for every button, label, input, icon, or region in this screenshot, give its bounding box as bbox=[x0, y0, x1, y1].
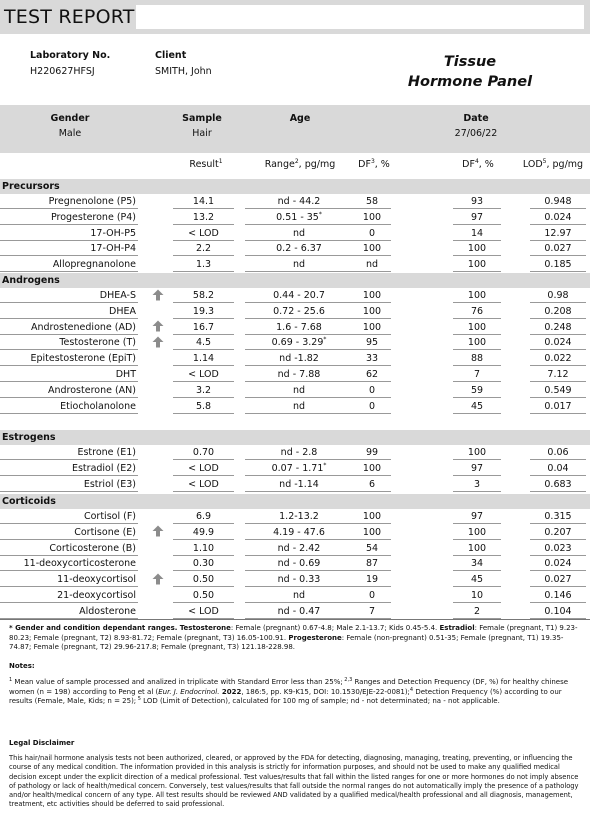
result-value: 58.2 bbox=[173, 288, 234, 303]
range-text: nd -1.14 bbox=[279, 478, 319, 490]
table-row bbox=[0, 351, 590, 366]
arrow-up-icon bbox=[150, 572, 165, 587]
lod-value: 12.97 bbox=[530, 226, 586, 241]
range-text: nd - 44.2 bbox=[277, 196, 321, 207]
result-value: 0.50 bbox=[173, 588, 234, 603]
range-footnote-mark: * bbox=[323, 461, 327, 469]
result-value: 4.5 bbox=[173, 335, 234, 350]
group-header: Precursors bbox=[0, 179, 590, 194]
gender-ranges-note: * Gender and condition dependant ranges. Testosterone: Female (pregnant) 0.67-4.8; Male 2.1-13.7; Kids 0.45-5.4. Estradiol: Female (pregnant, T1) 9.23-80.23; Female (pregnant, T2) 8.93-81.72; Female (pregnant, T3) 16.05-100.91. Progesterone: Female (non-pregnant) 0.51-35; Female (pregnant, T1) 19.35-74.87; Female (pregnant, T2) 29.96-217.8; Female (pregnant, T3) 121.18-228.98. bbox=[9, 624, 578, 652]
age-label: Age bbox=[289, 113, 311, 124]
df4-value: 3 bbox=[453, 477, 501, 492]
lod-value: 0.027 bbox=[530, 572, 586, 587]
result-value: 6.9 bbox=[173, 509, 234, 524]
lab-no-value: H220627HFSJ bbox=[30, 66, 95, 77]
lod-value: 0.185 bbox=[530, 257, 586, 272]
table-row bbox=[0, 509, 590, 524]
range-value bbox=[245, 588, 353, 603]
panel-title-line1: Tissue bbox=[443, 54, 497, 70]
range-value bbox=[245, 604, 353, 619]
df4-value: 100 bbox=[453, 335, 501, 350]
lod-value: 0.027 bbox=[530, 241, 586, 256]
result-value: < LOD bbox=[173, 367, 234, 382]
df3-value: 100 bbox=[353, 320, 391, 335]
arrow-up-icon bbox=[150, 320, 165, 335]
result-value: < LOD bbox=[173, 461, 234, 476]
result-value: 5.8 bbox=[173, 399, 234, 414]
range-value bbox=[245, 399, 353, 414]
df4-value: 34 bbox=[453, 556, 501, 571]
range-value bbox=[245, 461, 353, 476]
df4-value: 100 bbox=[453, 288, 501, 303]
df3-value: 62 bbox=[353, 367, 391, 382]
result-value: 14.1 bbox=[173, 194, 234, 209]
patient-info-band bbox=[0, 105, 590, 153]
range-value bbox=[245, 351, 353, 366]
table-row bbox=[0, 399, 590, 414]
range-value bbox=[245, 525, 353, 540]
range-text: nd bbox=[292, 400, 306, 412]
range-text: 0.69 - 3.29 bbox=[271, 337, 324, 349]
notes-text: $^1$ Mean value of sample processed and analized in triplicate with Standard Error less than 25%; $^{2,3}$ Ranges and Detection Frequency (DF, %) for healthy chinese women (n = 198) according to Peng et al (Eur. J. Endocrinol. 2022, 186:5, pp. K9-K15, DOI: 10.1530/EJE-22-0081);$^4$ Detection Frequency (%) according to our results (Female, Male, Kids; n = 25); $^5$ LOD (Limit of Detection), calculated for 100 mg of sample; nd - not determinated; na - not applicable. bbox=[9, 677, 569, 706]
analyte-name: Pregnenolone (P5) bbox=[0, 194, 138, 209]
result-value: 13.2 bbox=[173, 210, 234, 225]
col-header-result: Result$^1$ bbox=[189, 158, 223, 170]
analyte-name: DHT bbox=[0, 367, 138, 382]
result-value: 2.2 bbox=[173, 241, 234, 256]
range-value bbox=[245, 335, 353, 350]
table-row bbox=[0, 304, 590, 319]
df3-value: 0 bbox=[353, 399, 391, 414]
df3-value: 100 bbox=[353, 210, 391, 225]
table-row bbox=[0, 226, 590, 241]
lod-value: 0.208 bbox=[530, 304, 586, 319]
lod-value: 0.017 bbox=[530, 399, 586, 414]
col-header-df3: $DF^3$, % bbox=[358, 158, 390, 170]
range-value bbox=[245, 194, 353, 209]
range-value bbox=[245, 445, 353, 460]
result-value: 1.14 bbox=[173, 351, 234, 366]
date-value: 27/06/22 bbox=[454, 128, 498, 139]
date-label: Date bbox=[463, 113, 489, 124]
df4-value: 10 bbox=[453, 588, 501, 603]
lod-value: 0.683 bbox=[530, 477, 586, 492]
lod-value: 0.98 bbox=[530, 288, 586, 303]
df4-value: 7 bbox=[453, 367, 501, 382]
notes-heading: Notes: bbox=[9, 662, 35, 670]
analyte-name: 17-OH-P4 bbox=[0, 241, 138, 256]
range-text: nd -1.82 bbox=[279, 353, 319, 365]
lod-value: 0.146 bbox=[530, 588, 586, 603]
disclaimer-text: This hair/nail hormone analysis tests not been authorized, cleared, or approved by the FDA for detecting, diagnosing, managing, treating, preventing, or influencing the course of any medical condition. The information provided in this analysis is strictly for information purposes, and should not be used to make any qualified medical decision except under the explicit direction of a medical professional. Test values/results that fall within the listed ranges for one or more hormones do not imply absence of pathology or lack of health/medical concern. Conversely, test values/results that fall outside the normal ranges do not automatically imply the presence of a pathology and/or health/medical concern of any type. All test results should be reviewed AND validated by a qualified medical/health professional and all diagnosis, management, treatment, etc activities should be deferred to said professional. bbox=[9, 754, 579, 809]
lod-value: 0.024 bbox=[530, 556, 586, 571]
table-row bbox=[0, 288, 590, 303]
table-row bbox=[0, 194, 590, 209]
range-text: nd - 7.88 bbox=[277, 369, 321, 380]
lod-value: 0.04 bbox=[530, 461, 586, 476]
arrow-up-icon bbox=[150, 335, 165, 350]
table-row bbox=[0, 461, 590, 476]
analyte-name: Corticosterone (B) bbox=[0, 541, 138, 556]
df3-value: 100 bbox=[353, 461, 391, 476]
footer-separator bbox=[0, 619, 590, 620]
table-row bbox=[0, 477, 590, 492]
range-text: nd - 2.8 bbox=[280, 447, 318, 458]
range-text: 0.07 - 1.71 bbox=[271, 462, 324, 474]
lod-value: 0.248 bbox=[530, 320, 586, 335]
lod-value: 0.207 bbox=[530, 525, 586, 540]
df3-value: 0 bbox=[353, 383, 391, 398]
group-header: Androgens bbox=[0, 273, 590, 288]
df4-value: 100 bbox=[453, 320, 501, 335]
analyte-name: Etiocholanolone bbox=[0, 399, 138, 414]
analyte-name: Cortisol (F) bbox=[0, 509, 138, 524]
range-value bbox=[245, 556, 353, 571]
lod-value: 0.024 bbox=[530, 335, 586, 350]
df3-value: 54 bbox=[353, 541, 391, 556]
df3-value: 95 bbox=[353, 335, 391, 350]
range-value bbox=[245, 320, 353, 335]
analyte-name: Progesterone (P4) bbox=[0, 210, 138, 225]
analyte-name: 11-deoxycorticosterone bbox=[0, 556, 138, 571]
range-value bbox=[245, 541, 353, 556]
result-value: < LOD bbox=[173, 477, 234, 492]
table-row bbox=[0, 210, 590, 225]
df3-value: 100 bbox=[353, 525, 391, 540]
range-value bbox=[245, 226, 353, 241]
result-value: 16.7 bbox=[173, 320, 234, 335]
df3-value: 0 bbox=[353, 226, 391, 241]
df4-value: 100 bbox=[453, 445, 501, 460]
analyte-name: Allopregnanolone bbox=[0, 257, 138, 272]
table-row bbox=[0, 525, 590, 540]
range-value bbox=[245, 383, 353, 398]
arrow-up-icon bbox=[150, 525, 165, 540]
table-row bbox=[0, 604, 590, 619]
gender-label: Gender bbox=[50, 113, 90, 124]
range-text: 4.19 - 47.6 bbox=[273, 526, 325, 538]
range-text: nd - 0.33 bbox=[277, 574, 321, 586]
table-row bbox=[0, 383, 590, 398]
df4-value: 2 bbox=[453, 604, 501, 619]
range-value bbox=[245, 572, 353, 587]
analyte-name: Testosterone (T) bbox=[0, 335, 138, 350]
result-value: 1.10 bbox=[173, 541, 234, 556]
df3-value: nd bbox=[353, 257, 391, 272]
analyte-name: Cortisone (E) bbox=[0, 525, 138, 540]
analyte-name: Estriol (E3) bbox=[0, 477, 138, 492]
analyte-name: Androstenedione (AD) bbox=[0, 320, 138, 335]
df4-value: 14 bbox=[453, 226, 501, 241]
range-value bbox=[245, 210, 353, 225]
df4-value: 100 bbox=[453, 241, 501, 256]
df3-value: 100 bbox=[353, 241, 391, 256]
range-text: nd - 0.69 bbox=[277, 558, 321, 570]
group-header: Corticoids bbox=[0, 494, 590, 509]
result-value: 0.30 bbox=[173, 556, 234, 571]
df4-value: 97 bbox=[453, 461, 501, 476]
analyte-name: Epitestosterone (EpiT) bbox=[0, 351, 138, 366]
range-text: 0.44 - 20.7 bbox=[273, 290, 325, 301]
lod-value: 0.948 bbox=[530, 194, 586, 209]
range-text: 1.2-13.2 bbox=[279, 511, 319, 522]
result-value: 0.70 bbox=[173, 445, 234, 460]
range-text: nd bbox=[292, 590, 306, 601]
df4-value: 88 bbox=[453, 351, 501, 366]
range-text: nd bbox=[292, 259, 306, 271]
range-text: nd - 0.47 bbox=[277, 605, 321, 617]
df3-value: 58 bbox=[353, 194, 391, 209]
sample-label: Sample bbox=[182, 113, 222, 124]
range-value bbox=[245, 367, 353, 382]
result-value: 1.3 bbox=[173, 257, 234, 272]
df3-value: 33 bbox=[353, 351, 391, 366]
result-value: < LOD bbox=[173, 604, 234, 619]
col-header-range: Range$^2$, pg/mg bbox=[264, 158, 336, 170]
table-row bbox=[0, 541, 590, 556]
table-row bbox=[0, 367, 590, 382]
sample-value: Hair bbox=[192, 128, 212, 139]
lod-value: 0.315 bbox=[530, 509, 586, 524]
lod-value: 7.12 bbox=[530, 367, 586, 382]
title-blank-field bbox=[136, 5, 584, 29]
table-row bbox=[0, 241, 590, 256]
range-value bbox=[245, 257, 353, 272]
df3-value: 100 bbox=[353, 509, 391, 524]
analyte-name: Estradiol (E2) bbox=[0, 461, 138, 476]
range-text: 0.2 - 6.37 bbox=[276, 243, 322, 255]
title-bar bbox=[0, 0, 590, 34]
df4-value: 100 bbox=[453, 541, 501, 556]
range-value bbox=[245, 477, 353, 492]
table-row bbox=[0, 572, 590, 587]
result-value: 49.9 bbox=[173, 525, 234, 540]
df3-value: 19 bbox=[353, 572, 391, 587]
df4-value: 76 bbox=[453, 304, 501, 319]
range-footnote-mark: * bbox=[323, 336, 327, 344]
lab-no-label: Laboratory No. bbox=[30, 50, 111, 61]
client-label: Client bbox=[155, 50, 187, 61]
df3-value: 100 bbox=[353, 304, 391, 319]
analyte-name: Androsterone (AN) bbox=[0, 383, 138, 398]
df4-value: 45 bbox=[453, 399, 501, 414]
analyte-name: 17-OH-P5 bbox=[0, 226, 138, 241]
analyte-name: DHEA bbox=[0, 304, 138, 319]
df4-value: 45 bbox=[453, 572, 501, 587]
analyte-name: 11-deoxycortisol bbox=[0, 572, 138, 587]
df4-value: 100 bbox=[453, 525, 501, 540]
gender-value: Male bbox=[58, 128, 82, 139]
df4-value: 97 bbox=[453, 210, 501, 225]
analyte-name: 21-deoxycortisol bbox=[0, 588, 138, 603]
df4-value: 59 bbox=[453, 383, 501, 398]
table-row bbox=[0, 320, 590, 335]
table-row bbox=[0, 445, 590, 460]
range-text: nd - 2.42 bbox=[277, 542, 321, 554]
arrow-up-icon bbox=[150, 288, 165, 303]
df3-value: 6 bbox=[353, 477, 391, 492]
df4-value: 97 bbox=[453, 509, 501, 524]
df3-value: 7 bbox=[353, 604, 391, 619]
table-row bbox=[0, 588, 590, 603]
lod-value: 0.023 bbox=[530, 541, 586, 556]
df4-value: 100 bbox=[453, 257, 501, 272]
range-value bbox=[245, 288, 353, 303]
client-value: SMITH, John bbox=[155, 66, 212, 77]
group-header: Estrogens bbox=[0, 430, 590, 445]
lod-value: 0.549 bbox=[530, 383, 586, 398]
lod-value: 0.022 bbox=[530, 351, 586, 366]
report-title: TEST REPORT bbox=[4, 6, 135, 28]
range-value bbox=[245, 304, 353, 319]
range-value bbox=[245, 509, 353, 524]
result-value: < LOD bbox=[173, 226, 234, 241]
analyte-name: DHEA-S bbox=[0, 288, 138, 303]
panel-title-line2: Hormone Panel bbox=[407, 74, 533, 90]
df3-value: 0 bbox=[353, 588, 391, 603]
range-value bbox=[245, 241, 353, 256]
analyte-name: Estrone (E1) bbox=[0, 445, 138, 460]
analyte-name: Aldosterone bbox=[0, 604, 138, 619]
result-value: 3.2 bbox=[173, 383, 234, 398]
result-value: 0.50 bbox=[173, 572, 234, 587]
df4-value: 93 bbox=[453, 194, 501, 209]
lod-value: 0.104 bbox=[530, 604, 586, 619]
df3-value: 87 bbox=[353, 556, 391, 571]
col-header-lod: LOD$^5$, pg/mg bbox=[522, 158, 584, 170]
range-text: nd bbox=[292, 227, 306, 239]
range-text: nd bbox=[292, 384, 306, 396]
table-row bbox=[0, 257, 590, 272]
df3-value: 100 bbox=[353, 288, 391, 303]
table-row bbox=[0, 556, 590, 571]
lod-value: 0.024 bbox=[530, 210, 586, 225]
range-text: 0.51 - 35 bbox=[276, 211, 319, 223]
disclaimer-heading: Legal Disclaimer bbox=[9, 739, 75, 747]
col-header-df4: $DF^4$, % bbox=[462, 158, 494, 170]
result-value: 19.3 bbox=[173, 304, 234, 319]
df3-value: 99 bbox=[353, 445, 391, 460]
range-text: 1.6 - 7.68 bbox=[276, 321, 322, 333]
range-footnote-mark: * bbox=[318, 210, 322, 218]
range-text: 0.72 - 25.6 bbox=[273, 305, 325, 317]
lod-value: 0.06 bbox=[530, 445, 586, 460]
table-row bbox=[0, 335, 590, 350]
